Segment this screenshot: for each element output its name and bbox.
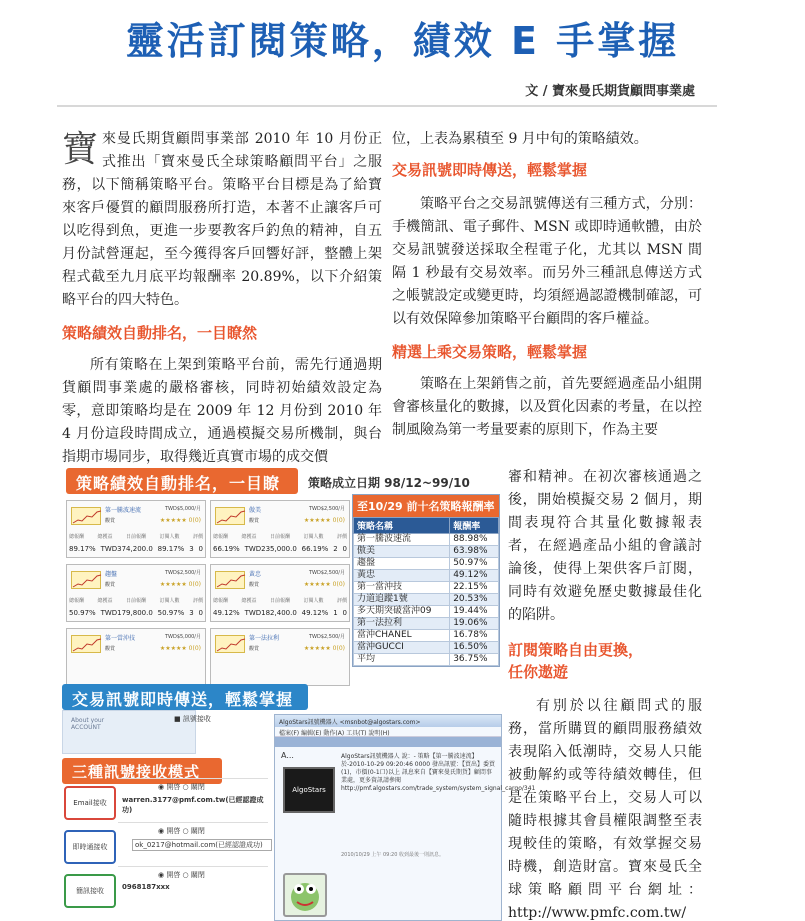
msn-chat-window — [274, 714, 536, 921]
card-price: TWD$2,500/月 — [308, 634, 345, 640]
ranking-row — [354, 558, 499, 570]
stat-value: 49.12% — [301, 609, 329, 617]
stat-value: 1 — [333, 609, 338, 617]
stat-value: 0 — [342, 609, 347, 617]
sparkline-chart — [215, 507, 245, 525]
sparkline-chart — [215, 635, 245, 653]
card-stat-labels — [213, 533, 347, 540]
card-stat-labels — [69, 533, 203, 540]
col-strategy-name: 策略名稱 — [354, 518, 450, 534]
card-view-button[interactable]: 觀賞 — [105, 646, 116, 652]
ranking-return: 63.98% — [450, 546, 499, 558]
ranking-return: 19.06% — [450, 618, 499, 630]
card-strategy-name[interactable]: 黃忠 — [249, 571, 262, 578]
msn-titlebar: AlgoStars訊號機器人 <msnbot@algostars.com> — [275, 715, 501, 727]
ranking-return: 50.97% — [450, 558, 499, 570]
section-heading-subscribe-1: 訂閱策略自由更換， — [508, 641, 644, 659]
strategy-card[interactable] — [66, 564, 206, 622]
card-price: TWD$2,500/月 — [308, 506, 345, 512]
algostars-avatar: AlgoStars — [283, 767, 335, 813]
stat-label: 評價 — [336, 534, 347, 540]
stat-value: 3 — [189, 609, 194, 617]
ranking-return: 36.75% — [450, 654, 499, 666]
stat-label: 訂閱人數 — [159, 598, 180, 604]
sparkline-chart — [71, 507, 101, 525]
ranking-return: 19.44% — [450, 606, 499, 618]
left-column — [62, 128, 382, 469]
stat-label: 訂閱人數 — [303, 534, 324, 540]
channel-value-input[interactable]: ok_0217@hotmail.com(已經認證成功) — [132, 839, 272, 851]
stat-label: 評價 — [336, 598, 347, 604]
strategy-card[interactable] — [210, 500, 350, 558]
stat-value: 50.97% — [69, 609, 96, 617]
stat-label: 總獲益 — [241, 598, 257, 604]
stat-label: 日前報酬 — [125, 534, 146, 540]
stat-value: 0 — [198, 545, 203, 553]
on-off-radio[interactable]: ◉ 開啓 ○ 關閉 — [158, 827, 205, 835]
stat-value: TWD235,000.0 — [244, 545, 297, 553]
msn-menubar[interactable]: 檔案(F) 編輯(E) 動作(A) 工具(T) 說明(H) — [275, 727, 501, 737]
card-strategy-name[interactable]: 第一騰波速流 — [105, 507, 142, 514]
strategy-card[interactable] — [210, 564, 350, 622]
ranking-strategy: 第一當沖技 — [354, 582, 450, 594]
channel-settings — [118, 822, 268, 856]
channel-label: 即時通接收 — [64, 830, 116, 864]
stat-value: TWD179,800.0 — [100, 609, 153, 617]
top10-ranking-table — [352, 494, 500, 667]
about-account-button[interactable]: About your ACCOUNT — [71, 717, 105, 731]
byline: 文 / 寶來曼氏期貨顧問事業處 — [525, 84, 695, 99]
ranking-row — [354, 570, 499, 582]
ranking-return: 16.78% — [450, 630, 499, 642]
channel-label: 簡訊接收 — [64, 874, 116, 908]
ranking-return: 16.50% — [450, 642, 499, 654]
card-rating: ★★★★★ 0(0) — [303, 581, 345, 588]
ranking-row — [354, 546, 499, 558]
right-column-bottom — [508, 466, 702, 921]
strategy-card[interactable] — [210, 628, 350, 686]
page-title: 靈活訂閱策略，績效 E 手掌握 — [125, 19, 680, 63]
ranking-return: 49.12% — [450, 570, 499, 582]
channel-value: warren.3177@pmf.com.tw(已經認證成功) — [122, 796, 264, 814]
msn-contact-name: A... — [281, 751, 294, 760]
drop-cap: 寶 — [62, 129, 99, 170]
card-view-button[interactable]: 觀賞 — [249, 582, 260, 588]
card-strategy-name[interactable]: 傲美 — [249, 507, 262, 514]
ranking-return: 20.53% — [450, 594, 499, 606]
section-heading-selection: 精選上乘交易策略，輕鬆掌握 — [392, 343, 588, 361]
card-stat-values — [213, 545, 347, 553]
card-stat-values — [69, 545, 203, 553]
stat-label: 評價 — [192, 598, 203, 604]
card-stat-labels — [213, 597, 347, 604]
card-rating: ★★★★★ 0(0) — [303, 645, 345, 652]
on-off-radio[interactable]: ◉ 開啓 ○ 關閉 — [158, 783, 205, 791]
right-column-top — [392, 128, 702, 442]
card-view-button[interactable]: 觀賞 — [105, 518, 116, 524]
title-divider — [57, 105, 717, 107]
stat-value: TWD374,200.0 — [100, 545, 153, 553]
ranking-row — [354, 582, 499, 594]
stat-label: 日前報酬 — [269, 598, 290, 604]
stat-value: 50.97% — [157, 609, 185, 617]
ranking-strategy: 當沖GUCCI — [354, 642, 450, 654]
ranking-return: 88.98% — [450, 534, 499, 546]
stat-value: 0 — [198, 609, 203, 617]
stat-value: 66.19% — [213, 545, 240, 553]
sparkline-chart — [215, 571, 245, 589]
ranking-row — [354, 534, 499, 546]
stat-label: 訂閱人數 — [303, 598, 324, 604]
ranking-strategy: 力道追蹤1號 — [354, 594, 450, 606]
card-rating: ★★★★★ 0(0) — [159, 581, 201, 588]
ranking-row — [354, 618, 499, 630]
strategy-card[interactable] — [66, 500, 206, 558]
ranking-row — [354, 594, 499, 606]
section-heading-subscribe-2: 任你遨遊 — [508, 663, 569, 681]
card-stat-values — [69, 609, 203, 617]
strategy-figure — [62, 468, 536, 921]
stat-value: 66.19% — [301, 545, 329, 553]
on-off-radio[interactable]: ◉ 開啓 ○ 關閉 — [158, 871, 205, 879]
channel-settings — [118, 866, 268, 900]
user-avatar — [283, 873, 327, 917]
stat-label: 總報酬 — [69, 534, 85, 540]
ranking-return: 22.15% — [450, 582, 499, 594]
ranking-strategy: 多天期突破當沖09 — [354, 606, 450, 618]
card-rating: ★★★★★ 0(0) — [303, 517, 345, 524]
ranking-banner: 策略績效自動排名，一目瞭 — [66, 468, 298, 494]
ranking-strategy: 第一騰波速流 — [354, 534, 450, 546]
stat-label: 訂閱人數 — [159, 534, 180, 540]
ranking-strategy: 趨盤 — [354, 558, 450, 570]
intro-paragraph — [62, 128, 382, 312]
stat-label: 日前報酬 — [125, 598, 146, 604]
stat-label: 評價 — [192, 534, 203, 540]
strategy-card[interactable] — [66, 628, 206, 686]
card-stat-labels — [69, 597, 203, 604]
stat-value: 89.17% — [157, 545, 185, 553]
intro-text: 來曼氏期貨顧問事業部 2010 年 10 月份正式推出「寶來曼氏全球策略顧問平台」之服務，以下簡稱策略平台。策略平台目標是為了給寶來客戶優質的顧問服務所打造，本著不止讓客戶可以吃得到魚，更進一步要教客戶釣魚的精神，自五月份試營運起，至今獲得客戶回響好評，整體上架程式截至九月底平均報酬率 20.89%，以下介紹策略平台的四大特色。 — [62, 131, 382, 308]
stat-value: TWD182,400.0 — [244, 609, 297, 617]
card-strategy-name[interactable]: 第一法拉利 — [249, 635, 280, 642]
card-view-button[interactable]: 觀賞 — [249, 518, 260, 524]
ranking-paragraph: 所有策略在上架到策略平台前，需先行通過期貨顧問事業處的嚴格審核，同時初始績效設定為零，意即策略均是在 2009 年 12 月份到 2010 年 4 月份這段時間成立，通過模擬交易所機制，與台指期市場同步，取得幾近真實市場的成交價 — [62, 357, 382, 465]
sparkline-chart — [71, 635, 101, 653]
ranking-strategy: 平均 — [354, 654, 450, 666]
subscribe-paragraph: 有別於以往顧問式的服務，當所購買的顧問服務績效表現陷入低潮時，交易人只能被動解約或等待績效轉佳，但是在策略平台上，交易人可以隨時根據其會員權限調整至表現較佳的策略，有效掌握交易時機，創造財富。寶來曼氏全球策略顧問平台網址：http://www.pmfc.com.tw/ — [508, 698, 702, 921]
card-strategy-name[interactable]: 第一當沖技 — [105, 635, 136, 642]
ranking-row — [354, 654, 499, 666]
stat-value: 0 — [342, 545, 347, 553]
card-price: TWD$5,000/月 — [164, 506, 201, 512]
ranking-strategy: 傲美 — [354, 546, 450, 558]
stat-label: 總報酬 — [69, 598, 85, 604]
stat-label: 總獲益 — [97, 598, 113, 604]
msn-toolbar[interactable] — [275, 737, 501, 747]
stat-label: 日前報酬 — [269, 534, 290, 540]
ranking-strategy: 當沖CHANEL — [354, 630, 450, 642]
card-price: TWD$5,000/月 — [164, 634, 201, 640]
selection-paragraph-cont: 審和精神。在初次審核通過之後，開始模擬交易 2 個月，期間表現符合其量化數據報表者，在經過產品小組的會議討論後，使得上架供客戶訂閱，同時有效避免歷史數據最佳化的陷阱。 — [508, 469, 702, 623]
card-view-button[interactable]: 觀賞 — [105, 582, 116, 588]
stat-value: 2 — [333, 545, 338, 553]
ranking-header: 至10/29 前十名策略報酬率 — [353, 495, 499, 517]
signals-banner: 交易訊號即時傳送，輕鬆掌握 — [62, 684, 308, 710]
selection-paragraph: 策略在上架銷售之前，首先要經過產品小組開會審核量化的數據，以及質化因素的考量，在以控制風險為第一考量要素的原則下，作為主要 — [392, 376, 702, 438]
establish-period: 策略成立日期 98/12~99/10 — [308, 476, 470, 490]
card-view-button[interactable]: 觀賞 — [249, 646, 260, 652]
sparkline-chart — [71, 571, 101, 589]
ranking-row — [354, 642, 499, 654]
section-heading-ranking: 策略績效自動排名，一目瞭然 — [62, 324, 258, 342]
channel-value: 0968187xxx — [122, 883, 170, 891]
card-rating: ★★★★★ 0(0) — [159, 645, 201, 652]
channel-label: Email接收 — [64, 786, 116, 820]
stat-label: 總獲益 — [97, 534, 113, 540]
stat-label: 總報酬 — [213, 598, 229, 604]
continued-text: 位，上表為累積至 9 月中旬的策略績效。 — [392, 131, 648, 147]
stat-label: 總報酬 — [213, 534, 229, 540]
card-price: TWD$2,500/月 — [308, 570, 345, 576]
signal-receive-label: ■ 訊號接收 — [174, 715, 211, 723]
stat-label: 總獲益 — [241, 534, 257, 540]
stat-value: 3 — [189, 545, 194, 553]
msn-message: AlgoStars訊號機器人 說：- 策略【第一騰波速流】於-2010-10-29 09:20:46 0000 發出訊號：【買出】委買(1)，市價(0-1口)以上 訊息來自【寶來曼氏期貨】顧問事業處，更多資訊請參閱 http://pmf.algostars.com/trade_system/system_signal_cargo/341 — [341, 753, 536, 792]
three-modes-banner: 三種訊號接收模式 — [62, 758, 222, 784]
card-price: TWD$2,500/月 — [164, 570, 201, 576]
ranking-strategy: 第一法拉利 — [354, 618, 450, 630]
ranking-row — [354, 606, 499, 618]
channel-settings — [118, 778, 268, 812]
signals-paragraph: 策略平台之交易訊號傳送有三種方式，分別：手機簡訊、電子郵件、MSN 或即時通軟體，由於交易訊號發送採取全程電子化，尤其以 MSN 間隔 1 秒最有交易效率。而另外三種訊息傳送方式之帳號設定或變更時，均須經過認證機制確認，可以有效保障參加策略平台顧問的客戶權益。 — [392, 196, 702, 327]
card-stat-values — [213, 609, 347, 617]
stat-value: 49.12% — [213, 609, 240, 617]
col-return: 報酬率 — [450, 518, 499, 534]
card-rating: ★★★★★ 0(0) — [159, 517, 201, 524]
ranking-strategy: 黃忠 — [354, 570, 450, 582]
section-heading-signals: 交易訊號即時傳送，輕鬆掌握 — [392, 161, 588, 179]
ranking-row — [354, 630, 499, 642]
card-strategy-name[interactable]: 趨盤 — [105, 571, 118, 578]
stat-value: 89.17% — [69, 545, 96, 553]
msn-timestamp: 2010/10/29 上午 09:20 收到最後一則訊息。 — [341, 852, 444, 858]
